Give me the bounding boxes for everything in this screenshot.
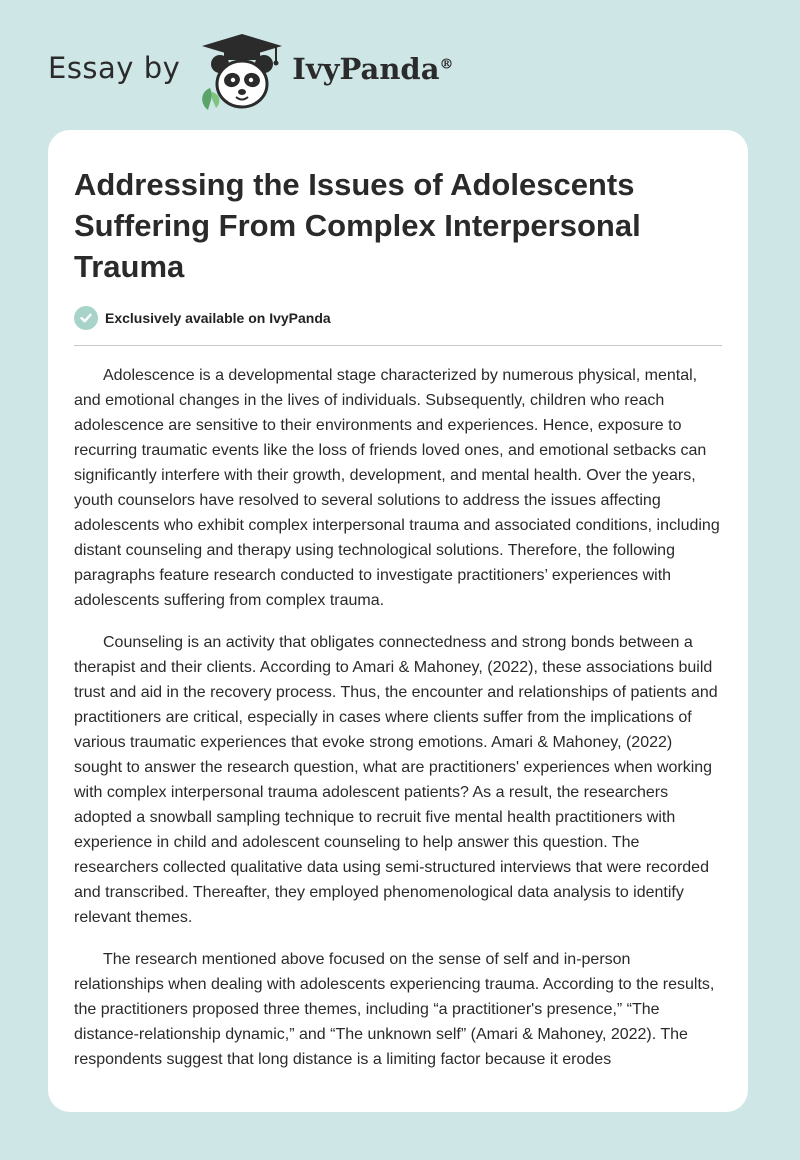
paragraph: Counseling is an activity that obligates connectedness and strong bonds between a therapist and their clients. According to Amari & Mahoney, (2022), these associations build trust and aid in the recovery process. Thus, the encounter and relationships of patients and practitioners are critical, especially in cases where clients suffer from the implications of various traumatic experiences that evoke strong emotions. Amari & Mahoney, (2022) sought to answer the research question, what are practitioners' experiences when working with complex interpersonal trauma adolescent patients? As a result, the researchers adopted a snowball sampling technique to recruit five mental health practitioners with experience in child and adolescent counseling to help answer this question. The researchers collected qualitative data using semi-structured interviews that were recorded and transcribed. Thereafter, they employed phenomenological data analysis to identify relevant themes. xyxy=(74,634,718,926)
exclusive-badge xyxy=(74,306,331,330)
essay-by-label: Essay by xyxy=(48,51,181,85)
check-icon xyxy=(74,306,98,330)
panda-graduate-icon xyxy=(196,32,288,112)
paragraph: The research mentioned above focused on the sense of self and in-person relationships when dealing with adolescents experiencing trauma. According to the results, the practitioners proposed three themes, including “a practitioner's presence,” “The distance-relationship dynamic,” and “The unknown self” (Amari & Mahoney, 2022). The respondents suggest that long distance is a limiting factor because it erodes xyxy=(74,951,715,1068)
essay-title: Addressing the Issues of Adolescents Suffering From Complex Interpersonal Trauma xyxy=(74,167,641,284)
brand-name xyxy=(292,52,453,86)
brand-text: IvyPanda xyxy=(292,52,440,86)
paragraph: Adolescence is a developmental stage characterized by numerous physical, mental, and emotional changes in the lives of individuals. Subsequently, children who reach adolescence are sensitive to their environments and experiences. Hence, exposure to recurring traumatic events like the loss of friends loved ones, and emotional setbacks can significantly interfere with their growth, development, and mental health. Over the years, youth counselors have resolved to several solutions to address the issues affecting adolescents who exhibit complex interpersonal trauma and associated conditions, including distant counseling and therapy using technological solutions. Therefore, the following paragraphs feature research conducted to investigate practitioners’ experiences with adolescents suffering from complex trauma. xyxy=(74,367,720,609)
essay-body xyxy=(74,363,724,1089)
divider xyxy=(74,345,722,346)
exclusive-label: Exclusively available on IvyPanda xyxy=(105,310,331,326)
essay-card xyxy=(48,130,748,1112)
ivypanda-logo[interactable] xyxy=(196,32,453,112)
site-header xyxy=(48,32,454,112)
registered-mark: ® xyxy=(439,56,454,73)
